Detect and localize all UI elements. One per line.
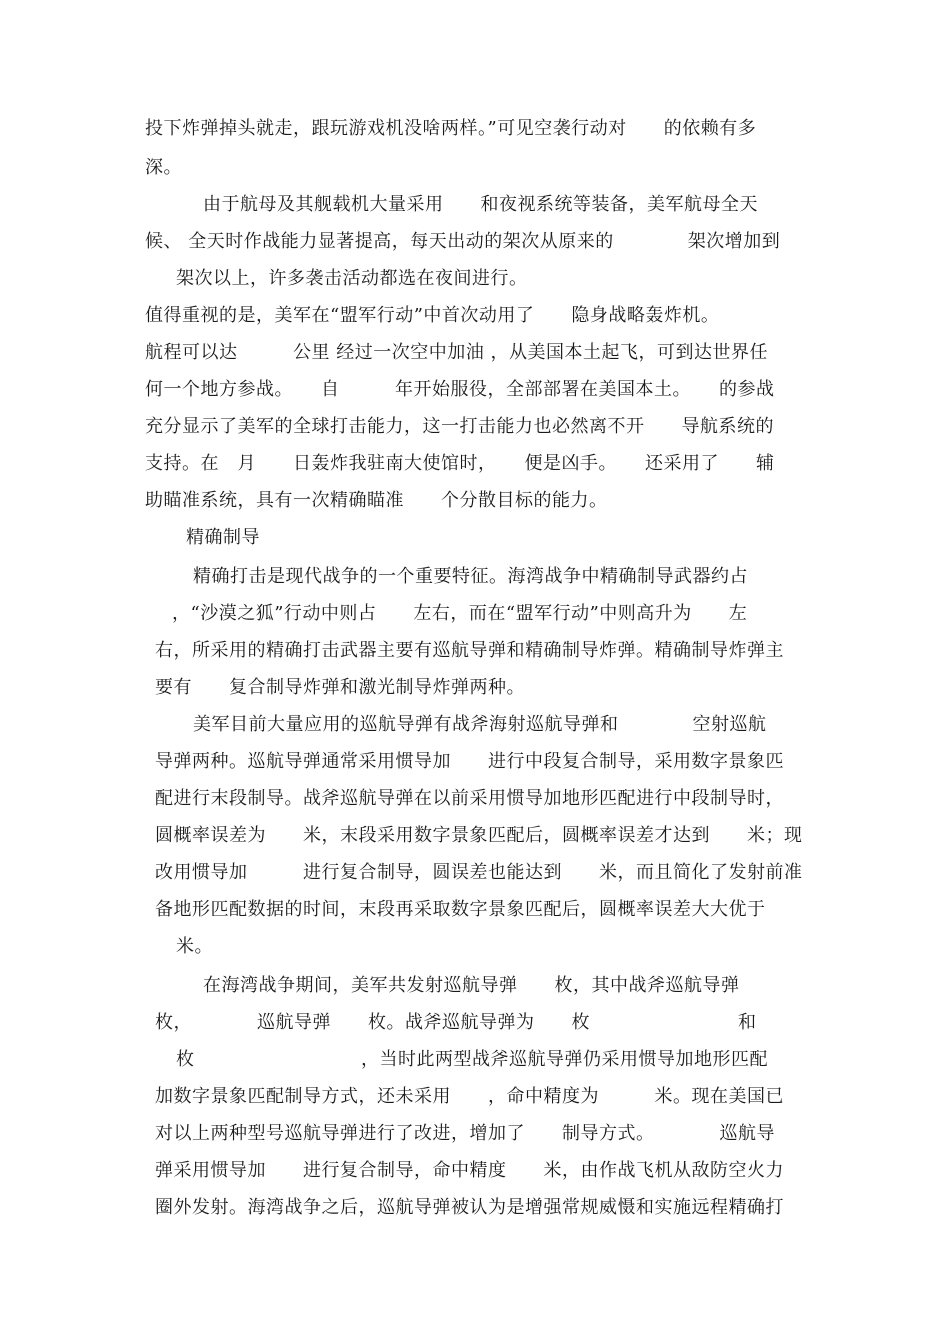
text-line: 导弹两种。巡航导弹通常采用惯导加 进行中段复合制导，采用数字景象匹 bbox=[155, 751, 784, 772]
text-line: 美军目前大量应用的巡航导弹有战斧海射巡航导弹和 空射巡航 bbox=[193, 714, 767, 735]
text-line: 何一个地方参战。 自 年开始服役，全部部署在美国本土。 的参战 bbox=[145, 379, 775, 400]
text-line: 枚， 巡航导弹 枚。战斧巡航导弹为 枚 和 bbox=[155, 1012, 757, 1033]
text-line: ，“沙漠之狐”行动中则占 左右，而在“盟军行动”中则高升为 左 bbox=[172, 603, 748, 624]
text-line: 精确打击是现代战争的一个重要特征。海湾战争中精确制导武器约占 bbox=[193, 566, 748, 587]
text-line: 支持。在 月 日轰炸我驻南大使馆时， 便是凶手。 还采用了 辅 bbox=[145, 453, 775, 474]
text-line: 弹采用惯导加 进行复合制导，命中精度 米，由作战飞机从敌防空火力 bbox=[155, 1160, 784, 1181]
text-line: 架次以上，许多袭击活动都选在夜间进行。 bbox=[176, 268, 528, 289]
text-line: 候、 全天时作战能力显著提高，每天出动的架次从原来的 架次增加到 bbox=[145, 231, 781, 252]
text-line: 在海湾战争期间，美军共发射巡航导弹 枚，其中战斧巡航导弹 bbox=[203, 975, 740, 996]
text-line: 要有 复合制导炸弹和激光制导炸弹两种。 bbox=[155, 677, 525, 698]
text-line: 助瞄准系统，具有一次精确瞄准 个分散目标的能力。 bbox=[145, 490, 608, 511]
text-line: 深。 bbox=[145, 157, 182, 178]
text-line: 投下炸弹掉头就走，跟玩游戏机没啥两样。”可见空袭行动对 的依赖有多 bbox=[145, 118, 757, 139]
text-line: 充分显示了美军的全球打击能力，这一打击能力也必然离不开 导航系统的 bbox=[145, 416, 774, 437]
text-line: 米。 bbox=[176, 936, 213, 957]
text-line: 备地形匹配数据的时间，末段再采取数字景象匹配后，圆概率误差大大优于 bbox=[155, 899, 766, 920]
text-line: 配进行末段制导。战斧巡航导弹在以前采用惯导加地形匹配进行中段制导时， bbox=[155, 788, 784, 809]
text-line: 由于航母及其舰载机大量采用 和夜视系统等装备，美军航母全天 bbox=[203, 194, 758, 215]
text-line: 改用惯导加 进行复合制导，圆误差也能达到 米，而且简化了发射前准 bbox=[155, 862, 803, 883]
text-line: 圈外发射。海湾战争之后，巡航导弹被认为是增强常规威慑和实施远程精确打 bbox=[155, 1197, 784, 1218]
text-line: 对以上两种型号巡航导弹进行了改进，增加了 制导方式。 巡航导 bbox=[155, 1123, 775, 1144]
section-heading: 精确制导 bbox=[186, 527, 260, 548]
text-line: 圆概率误差为 米，末段采用数字景象匹配后，圆概率误差才达到 米；现 bbox=[155, 825, 803, 846]
text-line: 枚 ，当时此两型战斧巡航导弹仍采用惯导加地形匹配 bbox=[176, 1049, 768, 1070]
text-line: 加数字景象匹配制导方式，还未采用 ，命中精度为 米。现在美国已 bbox=[155, 1086, 784, 1107]
text-line: 值得重视的是，美军在“盟军行动”中首次动用了 隐身战略轰炸机。 bbox=[145, 305, 720, 326]
text-line: 右，所采用的精确打击武器主要有巡航导弹和精确制导炸弹。精确制导炸弹主 bbox=[155, 640, 784, 661]
text-line: 航程可以达 公里 经过一次空中加油 ，从美国本土起飞，可到达世界任 bbox=[145, 342, 768, 363]
